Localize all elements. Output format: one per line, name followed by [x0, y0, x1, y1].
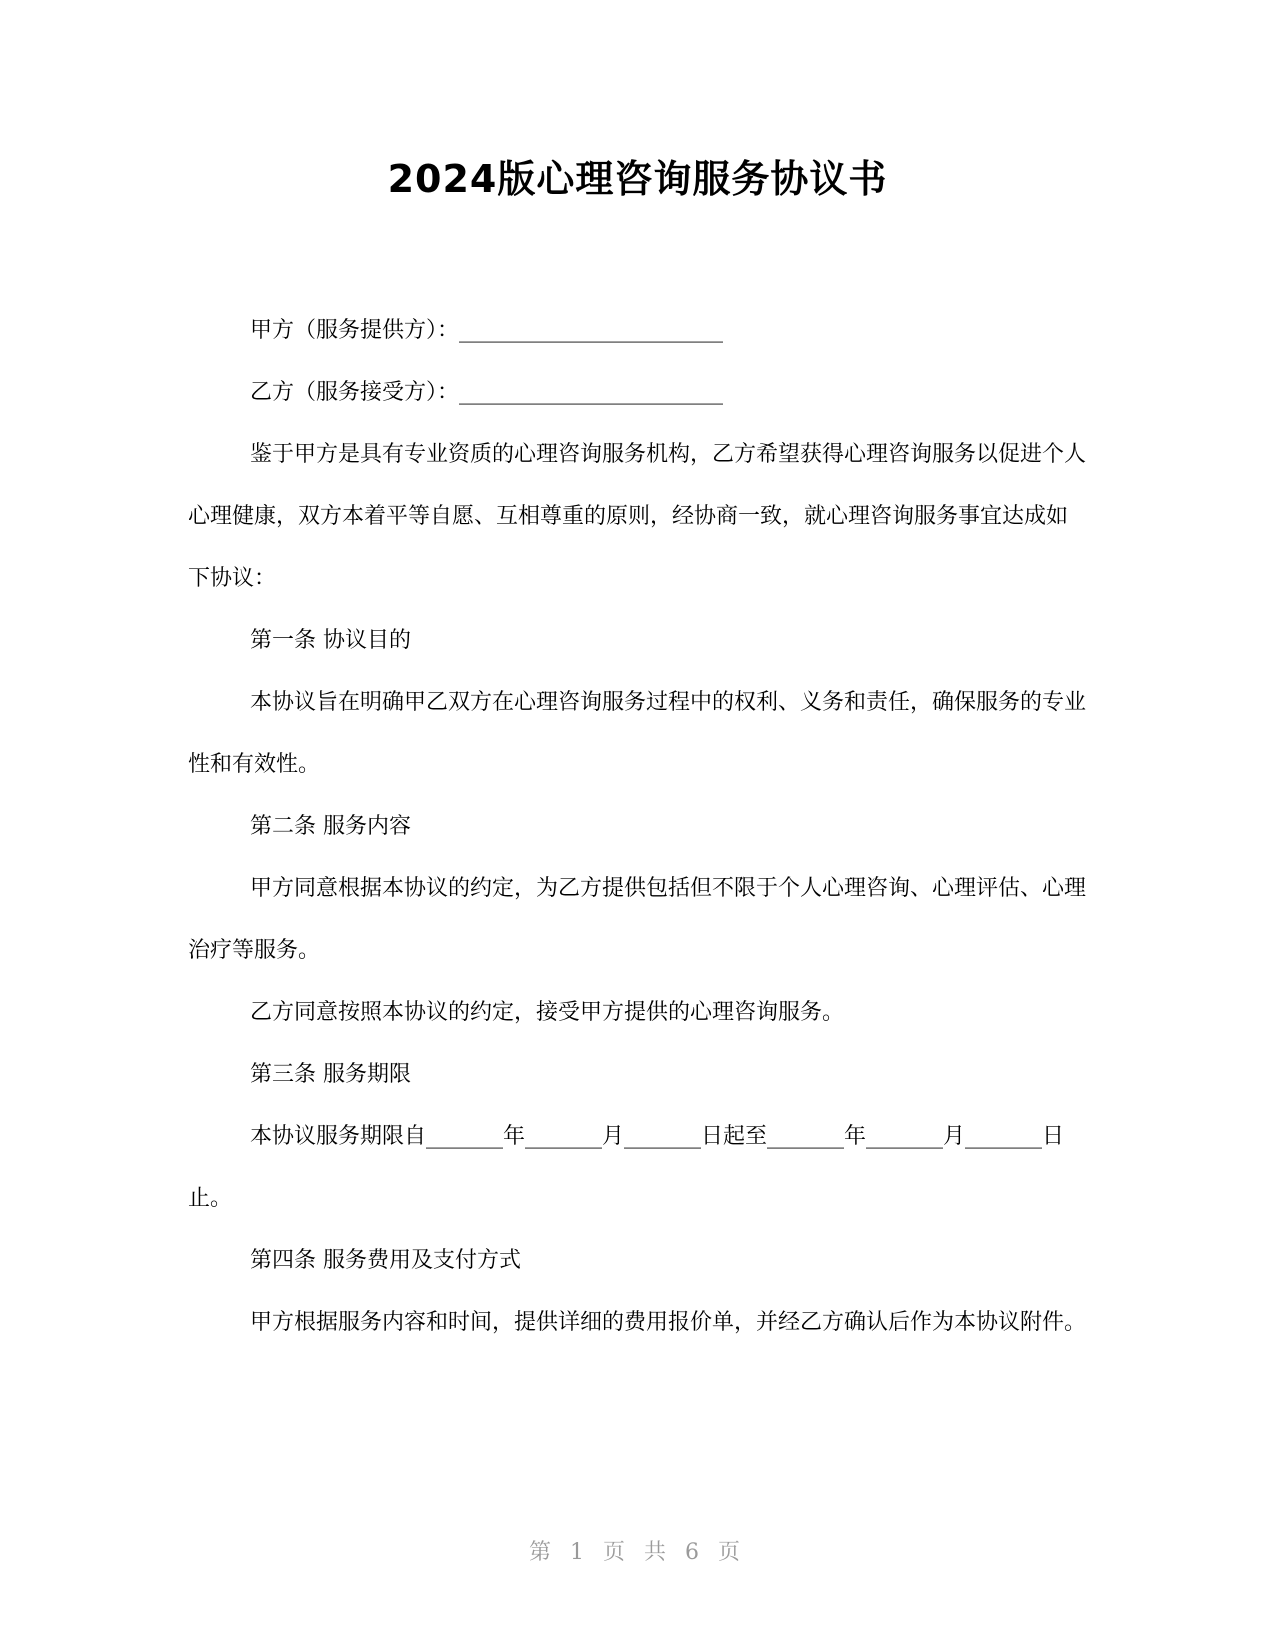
- article-1-text: 本协议旨在明确甲乙双方在心理咨询服务过程中的权利、义务和责任，确保服务的专业性和有效性。: [188, 690, 1087, 777]
- article-2-text-1: 甲方同意根据本协议的约定，为乙方提供包括但不限于个人心理咨询、心理评估、心理治疗等服务。: [188, 876, 1087, 963]
- article-3-text: 本协议服务期限自_______年_______月_______日起至_______年_______月_______日止。: [188, 1124, 1065, 1211]
- document-title: 2024版心理咨询服务协议书: [387, 157, 888, 201]
- article-3-heading: 第三条 服务期限: [250, 1062, 411, 1087]
- article-2-text-2: 乙方同意按照本协议的约定，接受甲方提供的心理咨询服务。: [250, 1000, 845, 1025]
- article-4-heading: 第四条 服务费用及支付方式: [250, 1248, 521, 1273]
- party-a-line: 甲方（服务提供方）：________________________: [250, 318, 724, 343]
- article-4-text: 甲方根据服务内容和时间，提供详细的费用报价单，并经乙方确认后作为本协议附件。: [250, 1310, 1087, 1335]
- preamble-paragraph: 鉴于甲方是具有专业资质的心理咨询服务机构，乙方希望获得心理咨询服务以促进个人心理健康，双方本着平等自愿、互相尊重的原则，经协商一致，就心理咨询服务事宜达成如下协议：: [188, 442, 1087, 591]
- article-1-heading: 第一条 协议目的: [250, 628, 411, 653]
- document-body: [188, 300, 1088, 1354]
- party-b-line: 乙方（服务接受方）：________________________: [250, 380, 724, 405]
- article-2-heading: 第二条 服务内容: [250, 814, 411, 839]
- page-number-footer: 第 1 页 共 6 页: [529, 1540, 746, 1565]
